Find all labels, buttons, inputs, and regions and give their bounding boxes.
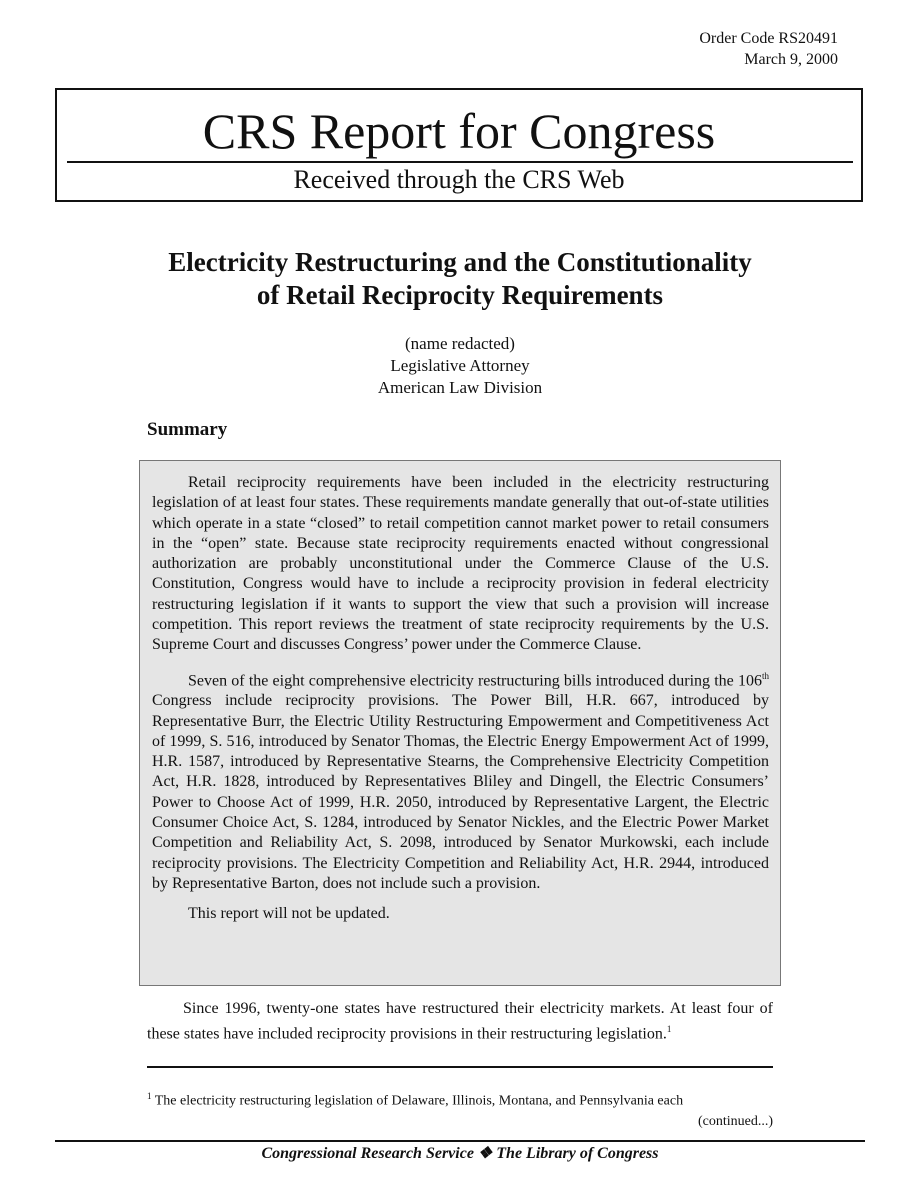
- body-paragraph: [147, 998, 773, 1044]
- author-block: [300, 333, 620, 399]
- summary-heading: Summary: [147, 419, 228, 440]
- author-name: (name redacted): [405, 334, 515, 353]
- footnote-reference[interactable]: 1: [666, 1024, 672, 1034]
- summary-text: [152, 473, 769, 925]
- report-date: March 9, 2000: [744, 51, 838, 68]
- footnote-continued: (continued...): [697, 1113, 773, 1129]
- footnote: [147, 1086, 773, 1132]
- masthead-box: [55, 88, 863, 202]
- footnote-line: [147, 1086, 773, 1112]
- report-title-line-1: Electricity Restructuring and the Constitutionality: [168, 247, 752, 277]
- masthead-subtitle: Received through the CRS Web: [293, 165, 625, 194]
- masthead-divider: [67, 161, 853, 163]
- author-role: Legislative Attorney: [390, 356, 530, 375]
- summary-paragraph-3: This report will not be updated.: [188, 905, 390, 923]
- ordinal-superscript: th: [761, 670, 769, 681]
- order-meta: [699, 28, 838, 70]
- summary-paragraph-2-start: Seven of the eight comprehensive electricity restructuring bills introduced during the 106: [188, 672, 762, 689]
- summary-paragraph-1: Retail reciprocity requirements have been included in the electricity restructuring legislation of at least four states. These requirements mandate generally that out-of-state utilities which operate in a state “closed” to retail competition cannot market power to retail consumers in the “open” state. Because state reciprocity requirements enacted without congressional authorization are probably unconstitutional under the Commerce Clause of the U.S. Constitution, Congress would have to include a reciprocity provision in federal electricity restructuring legislation if it wants to support the view that such a provision will increase competition. This report reviews the treatment of state reciprocity requirements by the U.S. Supreme Court and discusses Congress’ power under the Commerce Clause.: [152, 474, 769, 654]
- report-title-line-2: of Retail Reciprocity Requirements: [256, 280, 664, 310]
- summary-paragraph-2-rest: Congress include reciprocity provisions. The Power Bill, H.R. 667, introduced by Representative Burr, the Electric Utility Restructuring Empowerment and Competitiveness Act of 1999, S. 516, introduced by Senator Thomas, the Electric Energy Empowerment Act of 1999, H.R. 1587, introduced by Representative Stearns, the Comprehensive Electricity Competition Act, H.R. 1828, introduced by Representatives Bliley and Dingell, the Electric Consumers’ Power to Choose Act of 1999, H.R. 2050, introduced by Representative Largent, the Electric Consumer Choice Act, S. 1284, introduced by Senator Nickles, and the Electric Power Market Competition and Reliability Act, S. 2098, introduced by Senator Murkowski, each include reciprocity provisions. The Electricity Competition and Reliability Act, H.R. 2944, introduced by Representative Barton, does not include such a provision.: [152, 692, 769, 892]
- footer-divider: [55, 1140, 865, 1142]
- footnote-divider: [147, 1066, 773, 1068]
- report-title: [100, 246, 820, 312]
- footnote-number: 1: [147, 1091, 152, 1101]
- summary-paragraph-2: [152, 666, 769, 895]
- summary-box: [139, 460, 781, 986]
- footnote-text: The electricity restructuring legislation of Delaware, Illinois, Montana, and Pennsylvania each: [151, 1093, 684, 1109]
- footer-text: Congressional Research Service ❖ The Library of Congress: [261, 1145, 659, 1162]
- body-paragraph-text: Since 1996, twenty-one states have restructured their electricity markets. At least four of these states have included reciprocity provisions in their restructuring legislation.: [147, 1000, 773, 1043]
- masthead-title: CRS Report for Congress: [202, 103, 716, 159]
- author-division: American Law Division: [377, 378, 543, 397]
- order-code: Order Code RS20491: [699, 30, 838, 47]
